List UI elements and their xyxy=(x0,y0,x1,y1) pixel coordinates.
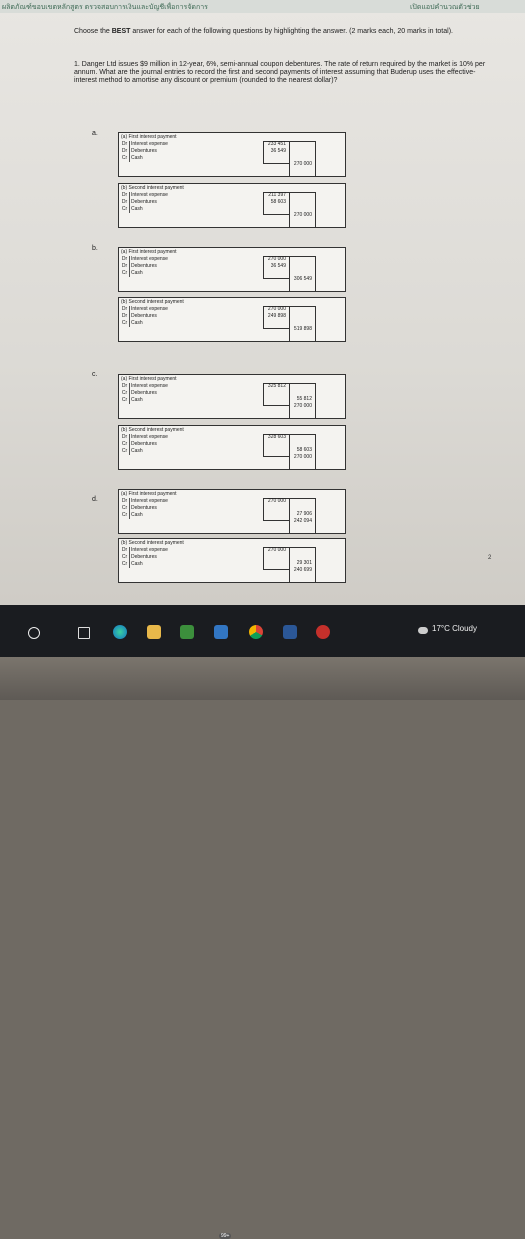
account-name: Interest expense xyxy=(131,547,168,553)
account-name: Debentures xyxy=(131,313,157,319)
debit-amount: 249 898 xyxy=(267,313,286,319)
dr-cr-marker: Cr xyxy=(120,505,130,512)
journal-entry-table xyxy=(118,489,346,534)
journal-line xyxy=(119,199,259,206)
explorer-icon[interactable] xyxy=(147,625,161,639)
dr-cr-marker: Cr xyxy=(120,155,130,162)
dr-cr-marker: Dr xyxy=(120,192,130,199)
dr-cr-marker: Cr xyxy=(120,554,130,561)
dr-cr-marker: Cr xyxy=(120,390,130,397)
calculator-icon[interactable] xyxy=(180,625,194,639)
dr-cr-marker: Dr xyxy=(120,199,130,206)
top-strip-right: เปิดแอปคำนวณตัวช่วย xyxy=(410,4,480,11)
dr-cr-marker: Dr xyxy=(120,141,130,148)
entry-heading-text: (a) First interest payment xyxy=(121,249,177,255)
journal-entry-table xyxy=(118,132,346,177)
credit-column xyxy=(289,306,316,342)
journal-line xyxy=(119,313,259,320)
dr-cr-marker: Dr xyxy=(120,313,130,320)
dr-cr-marker: Dr xyxy=(120,256,130,263)
top-strip xyxy=(0,0,525,13)
journal-line xyxy=(119,192,259,199)
option-label[interactable]: c. xyxy=(92,371,98,378)
option-label[interactable]: d. xyxy=(92,496,98,503)
debit-amount: 270 000 xyxy=(267,256,286,262)
journal-line xyxy=(119,320,259,327)
dr-cr-marker: Cr xyxy=(120,512,130,519)
cloud-icon xyxy=(418,627,428,634)
entry-heading-text: (b) Second interest payment xyxy=(121,540,184,546)
account-name: Interest expense xyxy=(131,383,168,389)
desk-surface xyxy=(0,657,525,700)
chrome-icon[interactable] xyxy=(249,625,263,639)
account-name: Interest expense xyxy=(131,498,168,504)
credit-amount: 240 699 xyxy=(293,567,312,573)
notification-badge: 99+ xyxy=(221,1233,230,1239)
journal-line xyxy=(119,206,259,213)
account-name: Cash xyxy=(131,155,143,161)
dr-cr-marker: Dr xyxy=(120,306,130,313)
journal-entry-table xyxy=(118,425,346,470)
debit-amount: 270 000 xyxy=(267,498,286,504)
weather-status[interactable]: 17°C Cloudy xyxy=(432,624,477,633)
credit-amount: 270 000 xyxy=(293,454,312,460)
account-name: Interest expense xyxy=(131,192,168,198)
journal-line xyxy=(119,148,259,155)
journal-line xyxy=(119,547,259,554)
entry-heading-text: (a) First interest payment xyxy=(121,134,177,140)
dr-cr-marker: Cr xyxy=(120,448,130,455)
debit-amount: 36 549 xyxy=(270,263,286,269)
option-label[interactable]: a. xyxy=(92,130,98,137)
journal-line xyxy=(119,270,259,277)
credit-amount: 242 094 xyxy=(293,518,312,524)
account-name: Debentures xyxy=(131,441,157,447)
account-name: Debentures xyxy=(131,263,157,269)
journal-line xyxy=(119,434,259,441)
journal-entry-table xyxy=(118,297,346,342)
instructions xyxy=(74,28,486,36)
dr-cr-marker: Dr xyxy=(120,263,130,270)
dr-cr-marker: Dr xyxy=(120,148,130,155)
entry-heading-text: (b) Second interest payment xyxy=(121,185,184,191)
journal-entry-table xyxy=(118,374,346,419)
credit-column xyxy=(289,141,316,177)
debit-amount: 270 000 xyxy=(267,306,286,312)
credit-column xyxy=(289,192,316,228)
task-view-icon[interactable] xyxy=(78,627,90,639)
credit-amount: 270 000 xyxy=(293,212,312,218)
debit-amount: 325 812 xyxy=(267,383,286,389)
debit-amount: 58 603 xyxy=(270,199,286,205)
credit-amount: 270 000 xyxy=(293,403,312,409)
journal-line xyxy=(119,141,259,148)
journal-line xyxy=(119,306,259,313)
credit-amount: 29 301 xyxy=(296,560,312,566)
journal-line xyxy=(119,256,259,263)
entry-heading-text: (a) First interest payment xyxy=(121,491,177,497)
debit-amount: 233 451 xyxy=(267,141,286,147)
credit-amount: 519 898 xyxy=(293,326,312,332)
top-strip-left: ผลิตภัณฑ์ขอบเขตหลักสูตร ตรวจสอบการเงินและบัญชีเพื่อการจัดการ xyxy=(2,4,208,11)
dr-cr-marker: Dr xyxy=(120,383,130,390)
account-name: Interest expense xyxy=(131,256,168,262)
journal-line xyxy=(119,397,259,404)
journal-line xyxy=(119,155,259,162)
account-name: Debentures xyxy=(131,199,157,205)
instructions-bold: BEST xyxy=(111,28,131,35)
credit-amount: 55 812 xyxy=(296,396,312,402)
journal-line xyxy=(119,390,259,397)
credit-amount: 306 549 xyxy=(293,276,312,282)
debit-amount: 328 603 xyxy=(267,434,286,440)
entry-heading-text: (b) Second interest payment xyxy=(121,299,184,305)
instructions-text-2: answer for each of the following questions by highlighting the answer. (2 marks each, 20 marks in total). xyxy=(130,28,453,35)
credit-amount: 58 603 xyxy=(296,447,312,453)
dr-cr-marker: Cr xyxy=(120,320,130,327)
account-name: Cash xyxy=(131,270,143,276)
option-label[interactable]: b. xyxy=(92,245,98,252)
journal-entry-table xyxy=(118,247,346,292)
dr-cr-marker: Cr xyxy=(120,206,130,213)
account-name: Cash xyxy=(131,320,143,326)
edge-icon[interactable] xyxy=(113,625,127,639)
account-name: Interest expense xyxy=(131,306,168,312)
account-name: Cash xyxy=(131,397,143,403)
journal-entry-table xyxy=(118,538,346,583)
entry-heading-text: (b) Second interest payment xyxy=(121,427,184,433)
credit-column xyxy=(289,256,316,292)
journal-entry-table xyxy=(118,183,346,228)
journal-line xyxy=(119,561,259,568)
circle-icon[interactable] xyxy=(28,627,40,639)
journal-line xyxy=(119,383,259,390)
account-name: Debentures xyxy=(131,148,157,154)
account-name: Interest expense xyxy=(131,434,168,440)
dr-cr-marker: Cr xyxy=(120,441,130,448)
credit-amount: 27 906 xyxy=(296,511,312,517)
question-text: 1. Danger Ltd issues $9 million in 12-year, 6%, semi-annual coupon debentures. The rate of return required by the market is 10% per annum. What are the journal entries to record the first and second payments of interest assuming that Buderup uses the effective-interest method to amortise any discount or premium (rounded to the nearest dollar)? xyxy=(74,61,486,84)
dr-cr-marker: Cr xyxy=(120,397,130,404)
dr-cr-marker: Dr xyxy=(120,434,130,441)
debit-amount: 36 549 xyxy=(270,148,286,154)
account-name: Interest expense xyxy=(131,141,168,147)
journal-line xyxy=(119,498,259,505)
account-name: Cash xyxy=(131,448,143,454)
pdf-icon[interactable] xyxy=(316,625,330,639)
dr-cr-marker: Dr xyxy=(120,547,130,554)
journal-line xyxy=(119,448,259,455)
journal-line xyxy=(119,263,259,270)
dr-cr-marker: Cr xyxy=(120,561,130,568)
dr-cr-marker: Cr xyxy=(120,270,130,277)
mail-icon[interactable] xyxy=(214,625,228,639)
word-icon[interactable] xyxy=(283,625,297,639)
account-name: Debentures xyxy=(131,505,157,511)
journal-line xyxy=(119,512,259,519)
document-screen xyxy=(0,0,525,605)
journal-line xyxy=(119,441,259,448)
debit-amount: 270 000 xyxy=(267,547,286,553)
credit-amount: 270 000 xyxy=(293,161,312,167)
instructions-text-1: Choose the xyxy=(74,28,112,35)
account-name: Cash xyxy=(131,206,143,212)
entry-heading-text: (a) First interest payment xyxy=(121,376,177,382)
debit-amount: 211 397 xyxy=(268,192,286,198)
journal-line xyxy=(119,554,259,561)
journal-line xyxy=(119,505,259,512)
account-name: Cash xyxy=(131,561,143,567)
account-name: Debentures xyxy=(131,390,157,396)
account-name: Debentures xyxy=(131,554,157,560)
dr-cr-marker: Dr xyxy=(120,498,130,505)
account-name: Cash xyxy=(131,512,143,518)
page-number: 2 xyxy=(488,555,492,561)
